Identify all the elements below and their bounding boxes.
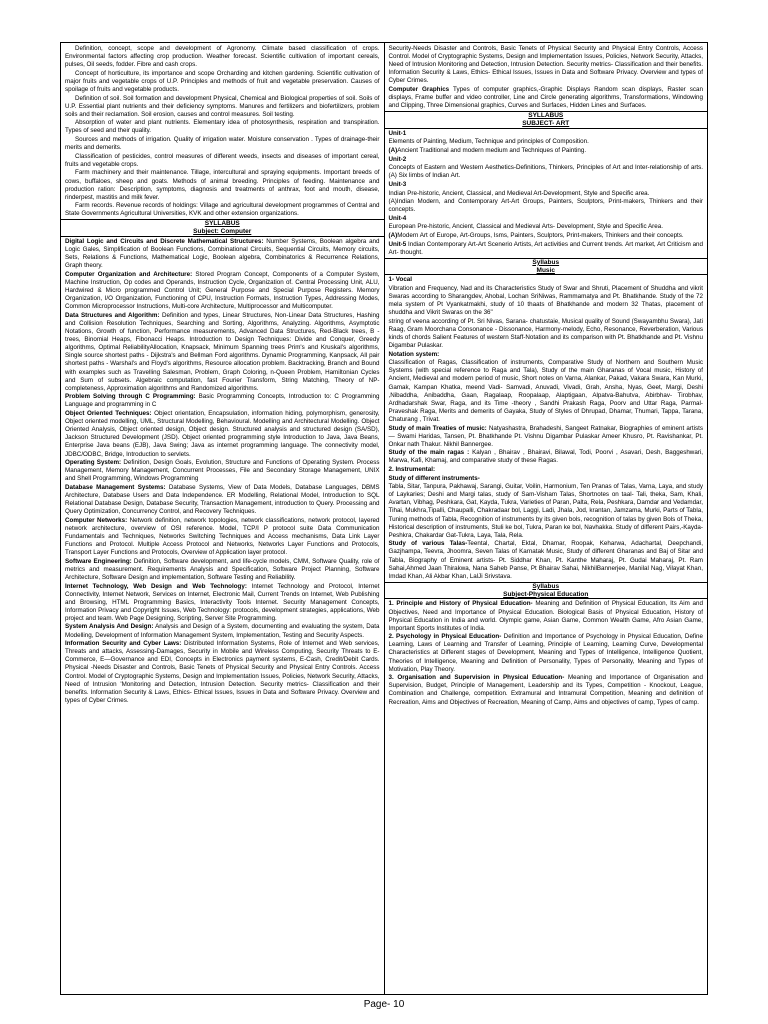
art-topic-text: European Pre-historic, Ancient, Classical and Medieval Arts- Development, Style and Specific Area. [388, 223, 663, 231]
physical-education-paragraph [389, 633, 704, 673]
computer-topic-heading: Digital Logic and Circuits and Discrete Mathematical Structures: [65, 238, 264, 246]
art-topic-text: Elements of Painting, Medium, Technique and principles of Composition. [388, 138, 589, 146]
page-number: Page- 10 [363, 999, 405, 1010]
music-topic-text: Teental, Chartal, Ektal, Dhamar, Roopak, Keharwa, Adachartal, Deepchandi, Gazjhampa, Teevra, Jhoomra, Seven Talas of Karnatak Music, Study of different Gharanas and Baj of Sitar and Tabla, Biography of Eminent artists- Pt. Siddhar Khan, Pt. Kanthe Maharaj, Pt. Gudai Maharaj, Pt. Ram Sahai,Ahmed Jaan Thirakwa, Nana Saheb Panse, Pt Bhairav Sahai, NikhilBannerjee, Manilal Nag, Vilayat Khan, Imdad Khan, Ali Akbar Khan, LalJi Srivstava. [388, 540, 703, 580]
computer-topic-heading: Computer Networks: [65, 516, 128, 524]
computer-topic-heading: Information Security and Cyber Laws: [65, 640, 182, 648]
computer-topic-text: Object orientation, Encapsulation, information hiding, polymorphism, generosity, Object oriented modelling, UML, Structural Modelling, Behavioural. Modelling and Architectural Modelling. Object Oriented Analysis, Object oriented design, Object design. Structured analysis and structured design (SA/SD), Jackson Structured Development (JSD). Object oriented programming style Introduction to Java, Java Beans, Enterprise Java beans (EJB), Java Swing; Java as internet programming language. The connectivity model, JDBC/ODBC, Bridge, Introduction to servlets. [65, 410, 380, 458]
art-topic-heading: (A) [388, 147, 398, 155]
music-topic-heading: Notation system: [388, 350, 440, 358]
music-topic-text: Kalyan , Bhairav , Bhairavi, Bilawal, Todi, Poorvi , Asavari, Desh, Baggeshwari, Marwa, Kafi, Khamaj, and comparative study of these Ragas. [388, 449, 703, 465]
right-column [385, 43, 708, 994]
art-paragraph [389, 138, 704, 146]
music-topic-heading: Study of various Talas- [388, 540, 468, 548]
physical-education-heading [385, 582, 708, 600]
computer-topic-heading: Data Structures and Algorithm: [65, 311, 160, 319]
computer-topic-text: Stored Program Concept, Components of a Computer System, Machine Instruction, Op codes and Operands, Instruction Cycle, Organization of. Central Processing Unit, ALU, Hardwired & Micro programmed Control Unit; General Purpose and Special Purpose Registers. Memory Organization, I/O Organization, Functioning of CPU, Instruction Formats, Instruction Types, Addressing Modes, Common Microprocessor Instructions, Multi-core Architecture, Multiprocessor and Multicomputer. [65, 270, 380, 311]
physical-education-subject-title: Subject-Physical Education [503, 590, 589, 598]
physical-education-syllabus-title: Syllabus [532, 582, 560, 590]
graphics-paragraph [389, 86, 704, 110]
computer-topic-heading: Software Engineering: [65, 557, 132, 565]
music-topic-text: Classification of Ragas, Classification of instruments, Comparative Study of Northern and Southern Music Systems (with special reference to Raga and Tala), Study of the main Gharanas of Vocal music, History of Ancient, Medieval and modern period of music, Short notes on Varna, Alankar, Pakad, Vakara Swara, Kan Murki, Gamak, Kampan Khatka, meend Vadi- Samvadi, Anuvadi, Vivadi, Grah, Ansha, Nyas, Geet, Margi, Deshi ,Nibaddha, Anibaddha, Gaan, Ragalaap, Roopalaap, Alaptigaan, Alpatva-Bahutva, Abirbhav- Tirobhav, Ardhadarshak Swar, Raga, and its Time -theory , Sandhi Prakash Raga, Poorv and Uttar Raga, Parmal- Praveshak Raga, Merits and demerits of Gayaka, Study of Styles of Dhrupad, Dhamar, Thumari, Tappa, Tarana, Chaturang , Trivat. [388, 359, 703, 423]
art-paragraph [389, 190, 704, 198]
computer-paragraph [65, 583, 380, 623]
music-heading [385, 258, 708, 276]
art-paragraph [389, 241, 704, 257]
music-paragraph [389, 425, 704, 449]
art-topic-heading: Unit-1 [388, 129, 407, 137]
art-topic-heading: Unit-2 [388, 155, 407, 163]
music-paragraph [389, 466, 704, 474]
computer-heading [61, 219, 384, 237]
physical-education-topic-heading: 3. Organisation and Supervision in Physical Education- [388, 674, 565, 682]
agronomy-paragraph: Definition, concept, scope and development of Agronomy. Climate based classification of crops. Environmental factors affecting crop production. Weather forecast. Scientific cultivation of important cereals, pulses, Oil seeds, fodder. Fibre and cash crops. [65, 45, 380, 69]
art-paragraph [389, 223, 704, 231]
art-paragraph [389, 164, 704, 180]
music-paragraph [389, 475, 704, 483]
physical-education-topic-text: Definition and Importance of Psychology in Physical Education, Define Learning, Laws of Learning and Transfer of Learning, Principle of Learning, Learning Curve, Developmental Characteristics at Different stages of Development, Meaning and Types of Intelligence, Intelligence Quotient, Theories of Intelligence, Meaning and Definition of Personality, Types of Personality, Meaning and Types of Motivation, Play Theory. [388, 633, 703, 673]
agronomy-paragraph: Classification of pesticides, control measures of different weeds, insects and diseases of important cereal, fruits and vegetable crops. [65, 152, 380, 168]
agronomy-paragraph: Absorption of water and plant nutrients. Elementary idea of photosynthesis, respiration and transpiration. Types of seed and their quality. [65, 119, 380, 135]
computer-topic-text: Basic Programming Concepts, Introduction to: C Programming Language and programming in C [65, 393, 380, 409]
music-paragraph [389, 351, 704, 359]
physical-education-topic-text: Meaning and Importance of Organisation and Supervision, Budget, Principle of Management, Leadership and its Types, Competition - Knockout, League, Combination and Challenge, competition. Extramural and Intramural Competition, Meaning and definition of Recreation, Aims and Objectives of Recreation, Meaning of Camp, Aims and objectives of camp, Types of camp. [388, 674, 703, 706]
physical-education-topic-heading: 1. Principle and History of Physical Education- [388, 600, 533, 608]
art-paragraph [389, 147, 704, 155]
computer-topic-text: Definition, Software development, and life-cycle models, CMM, Software Quality, role of metrics and measurement. Requirements Analysis and Specification, Software Project Planning, Software Architecture, Software Design and implementation, Software Testing and Reliability. [65, 557, 380, 581]
computer-paragraph [65, 640, 380, 705]
music-paragraph [389, 449, 704, 465]
computer-topic-heading: Operating System: [65, 459, 122, 467]
computer-topic-heading: Internet Technology, Web Design and Web Technology: [65, 582, 247, 590]
art-heading [385, 111, 708, 129]
music-topic-text: Natyashastra, Brahadeshi, Sangeet Ratnakar, Biographies of eminent artists — Swami Haridas, Tansen, Pt. Bhatkhande Pt. Vishnu Digambar Pulaskar Ameer Khusro, Pt. Ravishankar, Pt. Onkar nath Thakur. Nikhil Bannergee. [388, 424, 703, 448]
computer-paragraph [65, 393, 380, 409]
security-continued-paragraph: Security-Needs Disaster and Controls, Basic Tenets of Physical Security and Physical Entry Controls, Access Control. Model of Cryptographic Systems, Design and Implementation Issues, Policies, Network Security, Attacks, Need of Intrusion Monitoring and Detection, Intrusion Detection. Security metrics- Classification and their benefits. Information Security & Laws, Ethics- Ethical Issues, Issues in Data and Software Privacy. Overview and types of Cyber Crimes. [388, 45, 703, 85]
syllabus-page [60, 42, 708, 995]
computer-topic-text: Definition, Design Goals, Evolution, Structure and Functions of Operating System. Process Management, Memory Management, Concurrent Processes, File and Secondary Storage Management, UNIX and Shell Programming, Windows Programming [65, 459, 380, 483]
music-topic-heading: Study of the main ragas : [388, 449, 470, 457]
art-topic-heading: (A) [388, 231, 398, 239]
music-topic-text: string of veena according of Pt. Sri Nivas, Sarana- chatustaie, Musical quality of Sound (Swayambhu Swara), Jati Raag, Gram Moorchana Consonance - Dissonance, Harmony-melody, Echo, Resonance, Reverberation, Various kinds of chords Salient Features of western Staff-Notation and its comparison with Pt. Bhatkhande and Pt. Vishnu Digambar Pulaskar. [388, 317, 703, 350]
computer-topic-heading: Database Management Systems: [65, 483, 166, 491]
music-paragraph [389, 540, 704, 580]
agronomy-paragraph: Concept of horticulture, its importance and scope Orcharding and kitchen gardening. Scientific cultivation of major fruits and vegetable crops of U.P. Principles and methods of fruit and vegetable preservation. Causes of spoilage of fruits and vegetable products. [65, 69, 380, 93]
music-topic-heading: Study of main Treaties of music: [388, 424, 487, 432]
art-paragraph [389, 198, 704, 214]
agronomy-paragraph: Definition of soil. Soil formation and development Physical, Chemical and Biological properties of soil. Soils of U.P. Essential plant nutrients and their deficiency symptoms. Manures and fertilizers and biofertilizers, problem soils and their reclamation. Soil erosion, causes and control measures. Soil testing. [65, 94, 380, 118]
art-topic-heading: Unit-3 [388, 180, 407, 188]
music-paragraph [389, 483, 704, 540]
computer-topic-text: Number Systems, Boolean algebra and Logic Gales, Simplification of Boolean Functions, Combinational Circuits, Sequential Circuits, Memory circuits, Sets, Relations & Functions, Mathematical Logic, Boolean algebra, Combinatorics & Recurrence Relations, Graph theory. [65, 238, 380, 270]
computer-paragraph [65, 410, 380, 459]
music-paragraph [389, 359, 704, 424]
physical-education-topic-text: Meaning and Definition of Physical Education, Its Aim and Objectives, Need and Importance of Physical Education. Biological Basis of Physical Education, History of Physical Education in India and world. Olympic game, Asian Game, Common Wealth Game, Afro Asian Game, Important Sports Institutes of India. [388, 600, 703, 632]
graphics-heading: Computer Graphics [388, 85, 450, 93]
computer-subject-title: Subject: Computer [193, 228, 252, 236]
agronomy-paragraph: Sources and methods of irrigation. Quality of irrigation water. Moisture conservation . Types of drainage-their merits and demerits. [65, 136, 380, 152]
computer-topic-text: Internet Technology and Protocol, Internet Connectivity, Internet Network, Services on Internet, Electronic Mail, Current Trends on Internet, Web Publishing and Browsing, HTML Programming Basics, Interactivity Tools Internet. Security Management Concepts, Information Privacy and Copyright Issues, Web Technology: protocols, development strategies, applications, Web project and team. Web Page Designing, Scripting, Server Site Programming. [65, 582, 380, 622]
music-topic-text: Tabla, Sitar, Tanpura, Pakhawaj, Sarangi, Guitar, Voilin, Harmonium, Ten Pranas of Talas, Varna, Laya, and study of Laykaries; Deshi and Margi talas, study of Sam-Visham Talas, Shortnotes on taal- Tali, theka, Sam, Khali, Avartan, Vibhag, Peshkara, Gat, Kayda, Tukra, Varieties of Paran, Palta, Rela, Peshkara, Damdar and Vedamdar, Tihai, Mukhra,Tipalli, Chaupalli, Chakradaar bol, Laggi, Ladi, Jhala, Jod, krantan, Jamzama, Murki, Parts of Tabla, Tuning methods of Tabla, Recognition of instruments by its given bols, recognition of talas by given Bols of Theka, Historical description of instruments, Stuli ke bol, Tukra, Paran ke bol, Navhakka. Study of different Pairs,-Kayda-Peshkra, Chakardar Gat-Tukra, Laya, Tala, Rela. [388, 483, 703, 539]
art-paragraph [389, 215, 704, 223]
computer-topic-text: Analysis and Design of a System, documenting and evaluating the system, Data Modelling, Development of Information Management System, Implementation, Testing and Security Aspects. [65, 623, 380, 639]
art-paragraph [389, 232, 704, 240]
music-syllabus-title: Syllabus [532, 258, 560, 266]
computer-topic-text: Definition and types, Linear Structures, Non-Linear Data Structures, Hashing and Collision Resolution Techniques, Searching and Sorting, Algorithms, Analyzing. Algorithms, Asymptotic Notations, Growth of function, Performance measurements, Advanced Data Structures, Red-Black trees, B - trees, Binomial Heaps, Fibonacci Heaps. Introduction to Design Techniques: Divide and Conquer, Greedy algorithms, Optimal ReliabilityAllocation, Knapsack, Minimum Spanning trees Prim's and Kruskal's algorithms, Single source shortest paths - Dijkstra's and Bellman Ford algorithms. Dynamic Programming, Kanpsack, All pair shortest paths - Warshal's and Floyd's algorithms, Resource allocation problem. Backtracking, Branch and Bound with examples such as Travelling Salesman, Problem, Graph Coloring, n-Queen Problem, Hamiltonian Cycles and Sum of subsets. Algebraic computation, fast Fourier Transform, String Matching, Theory of NP- completeness, Approximation algorithms and Randomized algorithms. [65, 311, 380, 392]
computer-topic-text: Database Systems, View of Data Models, Database Languages, DBMS Architecture, Database Users and Data Independence. ER Modelling, Relational Model, Introduction to SQL Relational Database Design, Database Security, Transaction Management, introduction to Query. Processing and Query Optimization, Concurrency Control, and Recovery Techniques. [65, 483, 380, 516]
art-topic-text: (A)Indian Modern, and Contemporary Art-Art Groups, Painters, Sculptors, Print-makers, Thinkers and their concepts. [388, 198, 703, 214]
art-topic-text: Modern Art of Europe, Art-Groups, Isms, Painters, Sculptors, Print-makers, Thinkers and their concepts. [397, 231, 684, 239]
art-paragraph [389, 130, 704, 138]
physical-education-paragraph [389, 674, 704, 706]
agronomy-paragraph: Farm records. Revenue records of holdings: Village and agricultural development programmes of Central and State Governments Agricultural Universities, KVK and other extension organizations. [65, 202, 380, 218]
computer-paragraph [65, 558, 380, 582]
music-paragraph [389, 276, 704, 284]
art-topic-text: Indian Pre-historic, Ancient, Classical, and Medieval Art-Development, Style and Specific area. [388, 189, 650, 197]
art-topic-text: Concepts of Eastern and Western Aesthetics-Definitions, Thinkers, Principles of Art and Inter-relationship of arts. (A) Six limbs of Indian Art. [388, 164, 703, 180]
computer-paragraph [65, 459, 380, 483]
computer-paragraph [65, 271, 380, 311]
music-topic-heading: 2. Instrumental: [388, 466, 436, 473]
art-subject-title: SUBJECT- ART [522, 120, 570, 128]
art-paragraph [389, 181, 704, 189]
art-topic-text: Ancient Traditional and modern medium and Techniques of Painting. [397, 147, 587, 155]
music-topic-heading: 1- Vocal [388, 276, 413, 284]
music-topic-text: Vibration and Frequency, Nad and its Characteristics Study of Swar and Shruti, Placement of Shuddha and vikrit Swaras according to Sharangdev, Ahobal, Lochan SriNiwas, Rammamatya and Pt. Bhatkhande. Study of the 72 mela system of Pt Vyankatmakhi, study of 10 thaats of Bhatkhande and modern 32 Thatas, placement of shuddha and Vikrit Swaras on the 36" [388, 284, 703, 317]
music-topic-heading: Study of different instruments- [388, 474, 480, 482]
art-topic-text: Indian Contemporary Art-Art Scenerio Artists, Art activities and Current trends. Art market, Art Criticism and Art- thought. [388, 240, 703, 256]
computer-topic-heading: Problem Solving through C Programming: [65, 393, 196, 401]
computer-paragraph [65, 484, 380, 516]
art-paragraph [389, 156, 704, 164]
music-paragraph [389, 285, 704, 317]
computer-paragraph [65, 623, 380, 639]
computer-topic-heading: Computer Organization and Architecture: [65, 270, 193, 278]
physical-education-paragraph [389, 600, 704, 632]
computer-topic-heading: Object Oriented Techniques: [65, 410, 152, 418]
music-paragraph [389, 318, 704, 350]
music-subject-title: Music [536, 266, 555, 274]
art-syllabus-title: SYLLABUS [528, 112, 564, 120]
computer-topic-text: Distributed Information Systems, Role of Internet and Web services, Threats and attacks, Assessing-Damages, Security in Mobile and Wireless Computing, Security Threats to E-Commerce, E—Governance and EDI, Concepts in Electronics payment systems, E-Cash, Credit/Debit Cards. Physical -Needs Disaster and Controls, Basic Tenets of Physical Security and Physical Entry Controls. Access Control. Model of Cryptographic Systems, Design and Implementation Issues, Policies, Network Security, Attacks, Need of Intrusion 'Monitoring and Detection, Intrusion Detection. Security metrics- Classification and their benefits. Information Security & Laws, Ethics- Ethical Issues, Issues in Data and Software Privacy. Overview and types of Cyber Crimes. [65, 640, 380, 704]
agronomy-paragraph: Farm machinery and their maintenance. Tillage, intercultural and spraying equipments. Important breeds of cows, buffaloes, sheep and goats. Methods of animal breeding. Principles of feeding. Maintenance and production ration: Description, symptoms, diagnosis and treatments of anthrax, foot and mouth, disease, rinderpest, mastitis and milk fever. [65, 169, 380, 201]
computer-topic-text: Network definition, network topologies, network classifications, network protocol, layered network architecture, overview of OSI reference. Model, TCP/I P protocol suite Data Communication Fundamentals and Techniques, Networks Switching Techniques and Access mechanisms, Data Link Layer Functions and Protocol. Multiple Access Protocol and Networks, Networks Layer Functions and Protocols, Transport Layer Functions and Protocols, Overview of Application layer protocol. [65, 516, 380, 557]
graphics-text: Types of computer graphics,-Graphic Displays Random scan displays, Raster scan displays, Frame buffer and video controller, Line and Circle generating algorithms, Transformations, Windowing and Clipping, Three Dimensional graphics, Curves and Surfaces, Hidden Lines and Surfaces. [388, 85, 703, 110]
computer-paragraph [65, 238, 380, 270]
left-column [61, 43, 385, 994]
art-topic-heading: Unit-5 [388, 240, 407, 248]
computer-paragraph [65, 517, 380, 557]
computer-paragraph [65, 312, 380, 393]
physical-education-topic-heading: 2. Psychology in Physical Education- [388, 633, 502, 641]
computer-syllabus-title: SYLLABUS [204, 220, 240, 228]
computer-topic-heading: System Analysis And Design: [65, 623, 154, 631]
art-topic-heading: Unit-4 [388, 214, 407, 222]
